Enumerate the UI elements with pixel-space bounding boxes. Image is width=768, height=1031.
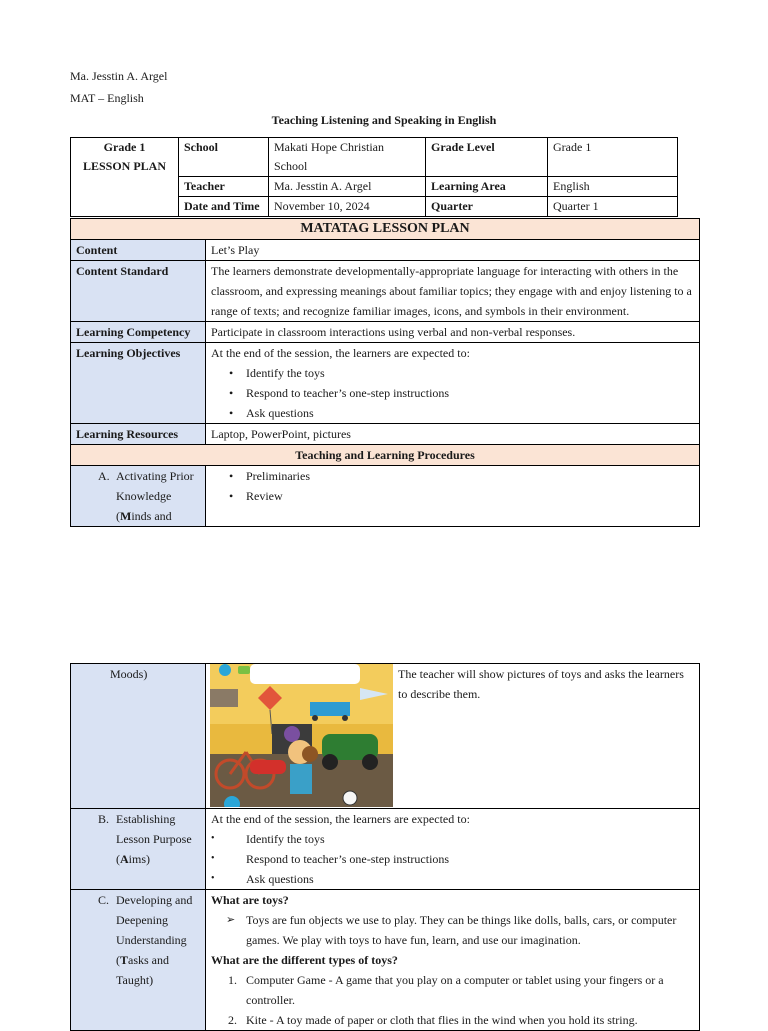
- author-name: Ma. Jesstin A. Argel: [70, 69, 168, 83]
- procedure-b-letter: B.: [98, 812, 110, 826]
- list-number: 1.: [228, 973, 237, 987]
- learning-resources-label: Learning Resources: [71, 424, 206, 445]
- procedure-a-content: [206, 466, 700, 527]
- learning-resources-value: Laptop, PowerPoint, pictures: [206, 424, 700, 445]
- procedure-a-line3: inds and: [131, 509, 172, 523]
- toys-picture: [210, 664, 393, 807]
- learning-competency-label: Learning Competency: [71, 322, 206, 343]
- content-value: Let’s Play: [206, 240, 700, 261]
- procedure-c-content: [206, 890, 700, 1031]
- procedure-b-line3: ims): [128, 852, 151, 866]
- list-item: • Identify the toys: [246, 829, 694, 849]
- date-value: November 10, 2024: [269, 197, 426, 217]
- procedure-c-line5: Taught): [116, 973, 154, 987]
- grade-label: Grade 1: [103, 140, 146, 154]
- list-item: • Identify the toys: [246, 363, 694, 383]
- learning-area-label: Learning Area: [426, 177, 548, 197]
- toys-definition-list: [211, 910, 694, 950]
- procedure-b-paren: (: [116, 852, 120, 866]
- toys-picture-description: The teacher will show pictures of toys and asks the learners to describe them.: [398, 667, 684, 701]
- quarter-value: Quarter 1: [548, 197, 678, 217]
- list-item: • Preliminaries: [246, 466, 694, 486]
- question-types-of-toys: What are the different types of toys?: [211, 953, 398, 967]
- procedure-c-line3: Understanding: [116, 933, 187, 947]
- program-name: MAT – English: [70, 91, 144, 105]
- procedure-a-line2: Knowledge: [116, 489, 172, 503]
- lesson-plan-table: [70, 218, 700, 527]
- grade-level-value: Grade 1: [548, 138, 678, 177]
- lesson-plan-table-continued: [70, 663, 700, 1031]
- procedure-a-label: [71, 466, 206, 527]
- procedures-title: Teaching and Learning Procedures: [71, 445, 700, 466]
- procedure-b-label: [71, 809, 206, 890]
- teacher-label: Teacher: [179, 177, 269, 197]
- list-item: ➢ Toys are fun objects we use to play. They can be things like dolls, balls, cars, or computer games. We play with toys to have fun, learn, and use our imagination.: [246, 910, 694, 950]
- procedure-a-list: [211, 466, 694, 506]
- school-label: School: [179, 138, 269, 177]
- objectives-intro: At the end of the session, the learners are expected to:: [211, 346, 470, 360]
- list-item: • Review: [246, 486, 694, 506]
- grade-level-label: Grade Level: [426, 138, 548, 177]
- list-item: [228, 970, 694, 1010]
- list-item: • Respond to teacher’s one-step instructions: [246, 383, 694, 403]
- moods-label: Moods): [110, 667, 148, 681]
- procedure-c-initial: T: [120, 953, 129, 967]
- learning-area-value: English: [548, 177, 678, 197]
- procedure-c-line1: Developing and: [116, 893, 193, 907]
- procedure-b-intro: At the end of the session, the learners are expected to:: [211, 812, 470, 826]
- list-text: Kite - A toy made of paper or cloth that flies in the wind when you hold its string.: [246, 1013, 638, 1027]
- procedure-b-initial: A: [120, 852, 129, 866]
- date-label: Date and Time: [179, 197, 269, 217]
- objectives-list: [211, 363, 694, 423]
- procedure-b-line1: Establishing: [116, 812, 176, 826]
- procedure-a-line1: Activating Prior: [116, 469, 194, 483]
- content-label: Content: [71, 240, 206, 261]
- quarter-label: Quarter: [426, 197, 548, 217]
- question-what-are-toys: What are toys?: [211, 893, 289, 907]
- procedure-c-label: [71, 890, 206, 1031]
- learning-objectives-cell: [206, 343, 700, 424]
- grade-lesson-plan-cell: [71, 138, 179, 217]
- procedure-c-letter: C.: [98, 893, 110, 907]
- list-item: [228, 1010, 694, 1030]
- procedure-c-paren: (: [116, 953, 120, 967]
- school-value: Makati Hope Christian School: [269, 138, 426, 177]
- procedure-c-line4: asks and: [128, 953, 170, 967]
- procedure-a-initial: M: [120, 509, 132, 523]
- plan-title: MATATAG LESSON PLAN: [71, 219, 700, 240]
- procedure-a-picture-cell: [206, 664, 700, 809]
- toys-illustration: [210, 664, 393, 807]
- toy-types-list: [211, 970, 694, 1030]
- list-item: • Ask questions: [246, 403, 694, 423]
- procedure-b-list: [211, 829, 694, 889]
- list-number: 2.: [228, 1013, 237, 1027]
- procedure-a-letter: A.: [98, 469, 110, 483]
- content-standard-value: The learners demonstrate developmentally-appropriate language for interacting with others in the classroom, and expressing meanings about familiar topics; they engage with and enjoy listening to a range of texts; and recognize familiar images, icons, and symbols in their environment.: [206, 261, 700, 322]
- procedure-a-paren: (: [116, 509, 120, 523]
- teacher-value: Ma. Jesstin A. Argel: [269, 177, 426, 197]
- header-table: [70, 137, 678, 217]
- content-standard-label: Content Standard: [71, 261, 206, 322]
- lesson-plan-label: LESSON PLAN: [82, 159, 167, 173]
- learning-objectives-label: Learning Objectives: [71, 343, 206, 424]
- list-text: Computer Game - A game that you play on a computer or tablet using your fingers or a controller.: [246, 973, 664, 1007]
- procedure-b-content: [206, 809, 700, 890]
- procedure-c-line2: Deepening: [116, 913, 168, 927]
- procedure-a-label-continued: [71, 664, 206, 809]
- learning-competency-value: Participate in classroom interactions using verbal and non-verbal responses.: [206, 322, 700, 343]
- course-title: Teaching Listening and Speaking in English: [271, 113, 497, 127]
- procedure-b-line2: Lesson Purpose: [116, 832, 192, 846]
- list-item: • Respond to teacher’s one-step instructions: [246, 849, 694, 869]
- list-item: • Ask questions: [246, 869, 694, 889]
